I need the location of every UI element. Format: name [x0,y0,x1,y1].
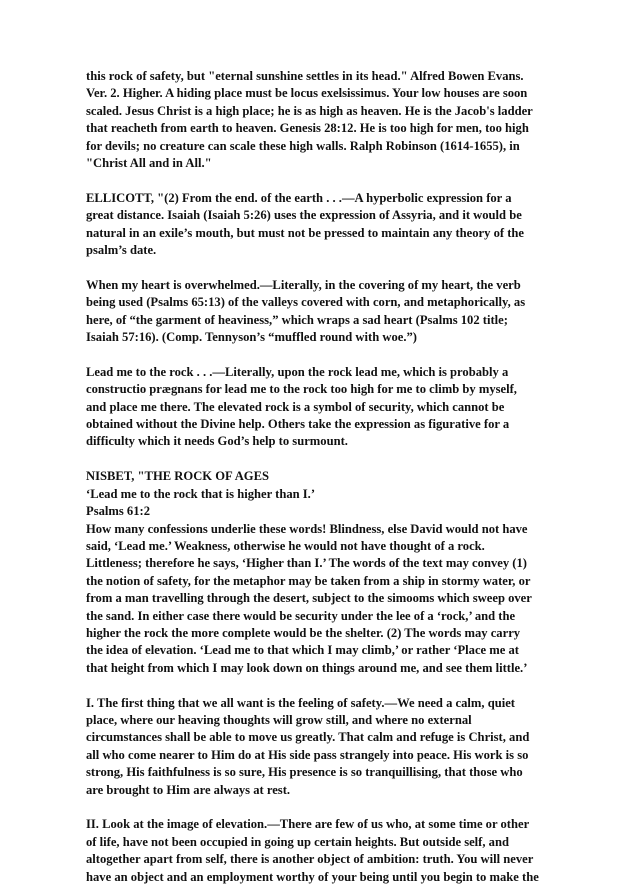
text-line: Ver. 2. Higher. A hiding place must be locus exelsissimus. Your low houses are soon [86,86,528,101]
paragraph-point-two-elevation [86,816,548,886]
text-line: great distance. Isaiah (Isaiah 5:26) uses the expression of Assyria, and it would be [86,208,522,223]
text-line: from a man travelling through the desert, subject to the simooms which sweep over [86,591,532,606]
text-line: the idea of elevation. ‘Lead me to that which I may climb,’ or rather ‘Place me at [86,643,519,658]
document-page [86,68,548,886]
text-line: Littleness; therefore he says, ‘Higher than I.’ The words of the text may convey (1) [86,556,527,571]
text-line: this rock of safety, but "eternal sunshine settles in its head." Alfred Bowen Evans. [86,69,524,83]
text-line: circumstances shall be able to move us greatly. That calm and refuge is Christ, and [86,730,530,745]
text-line: How many confessions underlie these words! Blindness, else David would not have [86,521,528,536]
text-line: are brought to Him are always at rest. [86,782,291,797]
paragraph-lead-me-to-rock [86,364,548,451]
text-line: altogether apart from self, there is another object of ambition: truth. You will never [86,852,534,867]
text-line: the sand. In either case there would be security under the lee of a ‘rock,’ and the [86,608,516,623]
scripture-reference: Psalms 61:2 [86,504,151,519]
text-line: that height from which I may look down on things around me, and see them little.’ [86,660,528,675]
paragraph-point-one-safety [86,695,548,799]
text-line: ELLICOTT, "(2) From the end. of the earth . . .—A hyperbolic expression for a [86,190,512,205]
text-line: Lead me to the rock . . .—Literally, upon the rock lead me, which is probably a [86,364,509,379]
text-line: constructio prægnans for lead me to the rock too high for me to climb by myself, [86,382,517,397]
text-line: "Christ All and in All." [86,156,212,171]
text-line: I. The first thing that we all want is the feeling of safety.—We need a calm, quiet [86,695,515,710]
text-line: for devils; no creature can scale these high walls. Ralph Robinson (1614-1655), in [86,138,520,153]
text-line: place, where our heaving thoughts will grow still, and where no external [86,712,472,727]
paragraph-evans-robinson [86,68,548,172]
text-line: Isaiah 57:16). (Comp. Tennyson’s “muffled round with woe.”) [86,330,417,345]
text-line: all who come nearer to Him do at His side pass strangely into peace. His work is so [86,747,529,762]
text-line: natural in an exile’s mouth, but must not be pressed to maintain any theory of the [86,225,525,240]
text-line: the notion of safety, for the metaphor may be taken from a ship in stormy water, or [86,573,531,588]
paragraph-nisbet [86,468,548,677]
text-line: that reacheth from earth to heaven. Genesis 28:12. He is too high for men, too high [86,121,529,136]
text-line: psalm’s date. [86,243,157,258]
text-line: obtained without the Divine help. Others take the expression as figurative for a [86,417,510,432]
text-line: here, of “the garment of heaviness,” which wraps a sad heart (Psalms 102 title; [86,312,508,327]
text-line: II. Look at the image of elevation.—There are few of us who, at some time or other [86,817,530,832]
section-heading: NISBET, "THE ROCK OF AGES [86,469,269,484]
quote-line: ‘Lead me to the rock that is higher than I.’ [86,486,316,501]
text-line: said, ‘Lead me.’ Weakness, otherwise he would not have thought of a rock. [86,538,485,553]
paragraph-heart-overwhelmed [86,277,548,347]
text-line: strong, His faithfulness is so sure, His presence is so tranquillising, that those who [86,765,523,780]
text-line: higher the rock the more complete would be the shelter. (2) The words may carry [86,625,521,640]
text-line: being used (Psalms 65:13) of the valleys covered with corn, and metaphorically, as [86,295,526,310]
text-line: of life, have not been occupied in going up certain heights. But outside self, and [86,834,509,849]
text-line: When my heart is overwhelmed.—Literally, in the covering of my heart, the verb [86,277,521,292]
text-line: difficulty which it needs God’s help to surmount. [86,434,348,449]
text-line: and place me there. The elevated rock is a symbol of security, which cannot be [86,399,505,414]
text-line: scaled. Jesus Christ is a high place; he is as high as heaven. He is the Jacob's ladder [86,103,533,118]
paragraph-ellicott [86,190,548,260]
text-line: have an object and an employment worthy of your being until you begin to make the [86,869,539,884]
